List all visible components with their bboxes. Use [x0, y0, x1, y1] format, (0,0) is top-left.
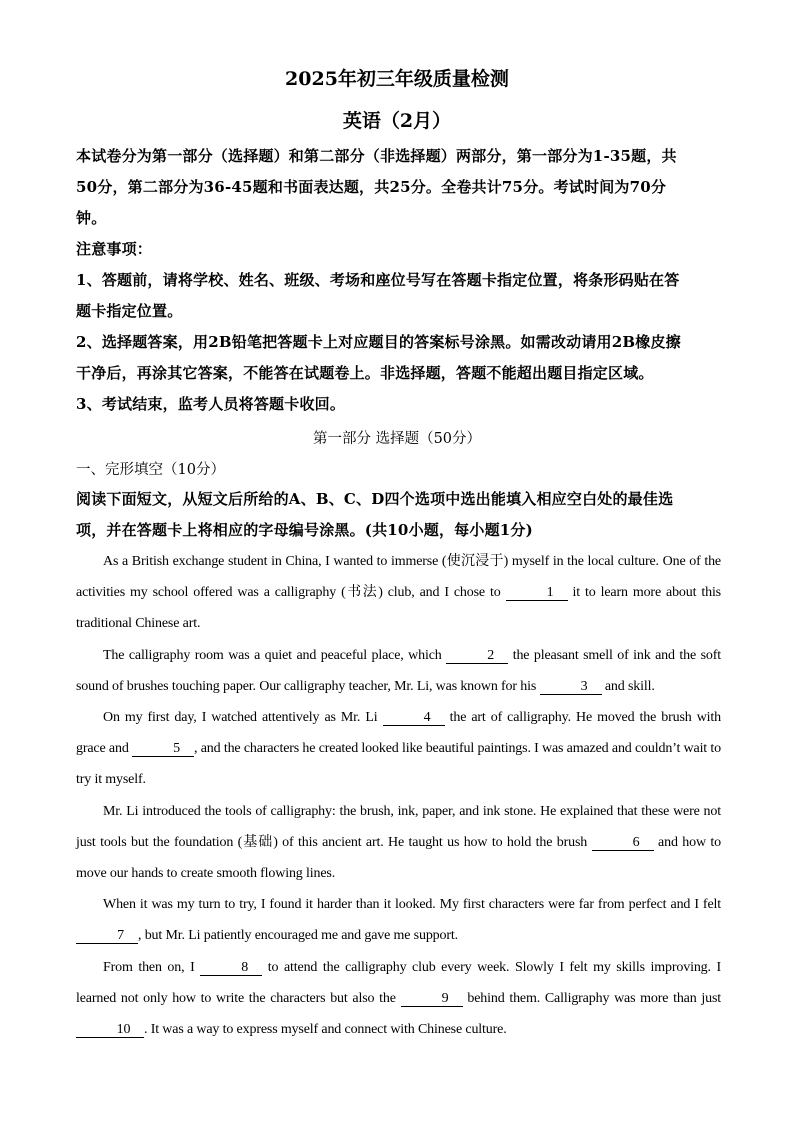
note-item: 3、考试结束，监考人员将答题卡收回。	[76, 395, 346, 413]
blank-2: 2	[446, 648, 508, 664]
exam-intro	[76, 141, 721, 420]
instructions-line: 项，并在答题卡上将相应的字母编号涂黑。(共10小题，每小题1分)	[76, 521, 533, 539]
passage-paragraph	[76, 640, 721, 702]
note-item: 2、选择题答案，用2B铅笔把答题卡上对应题目的答案标号涂黑。如需改动请用2B橡皮擦	[76, 333, 681, 351]
blank-9: 9	[401, 991, 463, 1007]
passage-text: it to learn more about this traditional Chinese art.	[76, 585, 721, 632]
intro-line: 50分，第二部分为36-45题和书面表达题，共25分。全卷共计75分。考试时间为70分	[76, 178, 667, 196]
passage-text: The calligraphy room was a quiet and peaceful place, which	[103, 647, 447, 663]
blank-3: 3	[540, 679, 602, 695]
note-item: 干净后，再涂其它答案，不能答在试题卷上。非选择题，答题不能超出题目指定区域。	[76, 364, 654, 382]
blank-10: 10	[76, 1022, 144, 1038]
passage-text: and how to move our hands to create smooth flowing lines.	[76, 834, 721, 882]
passage-paragraph	[76, 546, 721, 640]
passage-text: behind them. Calligraphy was more than just	[462, 990, 722, 1006]
section-instructions	[76, 484, 721, 546]
passage-text: On my first day, I watched attentively as Mr. Li	[103, 710, 383, 726]
passage-text: Mr. Li introduced the tools of calligraphy: the brush, ink, paper, and ink stone. He explained that these were not just tools but the foundation (基础) of this ancient art. He taught us how to hold the brush	[76, 803, 721, 850]
passage-text: the pleasant smell of ink and the soft sound of brushes touching paper. Our calligraphy teacher, Mr. Li, was known for his	[76, 647, 721, 694]
passage-paragraph	[76, 702, 721, 796]
passage-text: , but Mr. Li patiently encouraged me and gave me support.	[138, 928, 458, 944]
passage-text: and skill.	[601, 678, 655, 694]
notes-heading: 注意事项：	[76, 240, 153, 258]
note-item: 1、答题前，请将学校、姓名、班级、考场和座位号写在答题卡指定位置，将条形码贴在答	[76, 271, 680, 289]
passage-text: When it was my turn to try, I found it harder than it looked. My first characters were far from perfect and I felt	[103, 897, 721, 913]
exam-subtitle: 英语（2月）	[342, 110, 452, 132]
cloze-passage	[76, 546, 721, 1045]
blank-8: 8	[200, 960, 262, 976]
passage-text: to attend the calligraphy club every week. Slowly I felt my skills improving. I learned not only how to write the characters but also the	[76, 959, 721, 1006]
blank-1: 1	[506, 585, 568, 601]
blank-6: 6	[592, 835, 654, 851]
passage-text: From then on, I	[103, 959, 201, 975]
note-item: 题卡指定位置。	[76, 302, 183, 320]
blank-7: 7	[76, 928, 138, 944]
passage-paragraph	[76, 889, 721, 951]
instructions-line: 阅读下面短文，从短文后所给的A、B、C、D四个选项中选出能填入相应空白处的最佳选	[76, 490, 674, 508]
exam-title: 2025年初三年级质量检测	[285, 68, 509, 90]
passage-text: As a British exchange student in China, I wanted to immerse (使沉浸于) myself in the local culture. One of the activities my school offered was a calligraphy (书法) club, and I chose to	[76, 554, 721, 601]
intro-line: 钟。	[76, 209, 107, 227]
passage-text: the art of calligraphy. He moved the brush with grace and	[76, 710, 721, 757]
passage-paragraph	[76, 796, 721, 890]
blank-4: 4	[383, 710, 445, 726]
section-heading: 一、完形填空（10分）	[76, 462, 225, 478]
intro-line: 本试卷分为第一部分（选择题）和第二部分（非选择题）两部分，第一部分为1-35题，共	[76, 147, 677, 165]
passage-paragraph	[76, 952, 721, 1046]
part-heading: 第一部分 选择题（50分）	[312, 431, 482, 447]
passage-text: , and the characters he created looked like beautiful paintings. I was amazed and couldn’t wait to try it myself.	[76, 741, 721, 788]
blank-5: 5	[132, 741, 194, 757]
passage-text: . It was a way to express myself and connect with Chinese culture.	[144, 1022, 507, 1038]
